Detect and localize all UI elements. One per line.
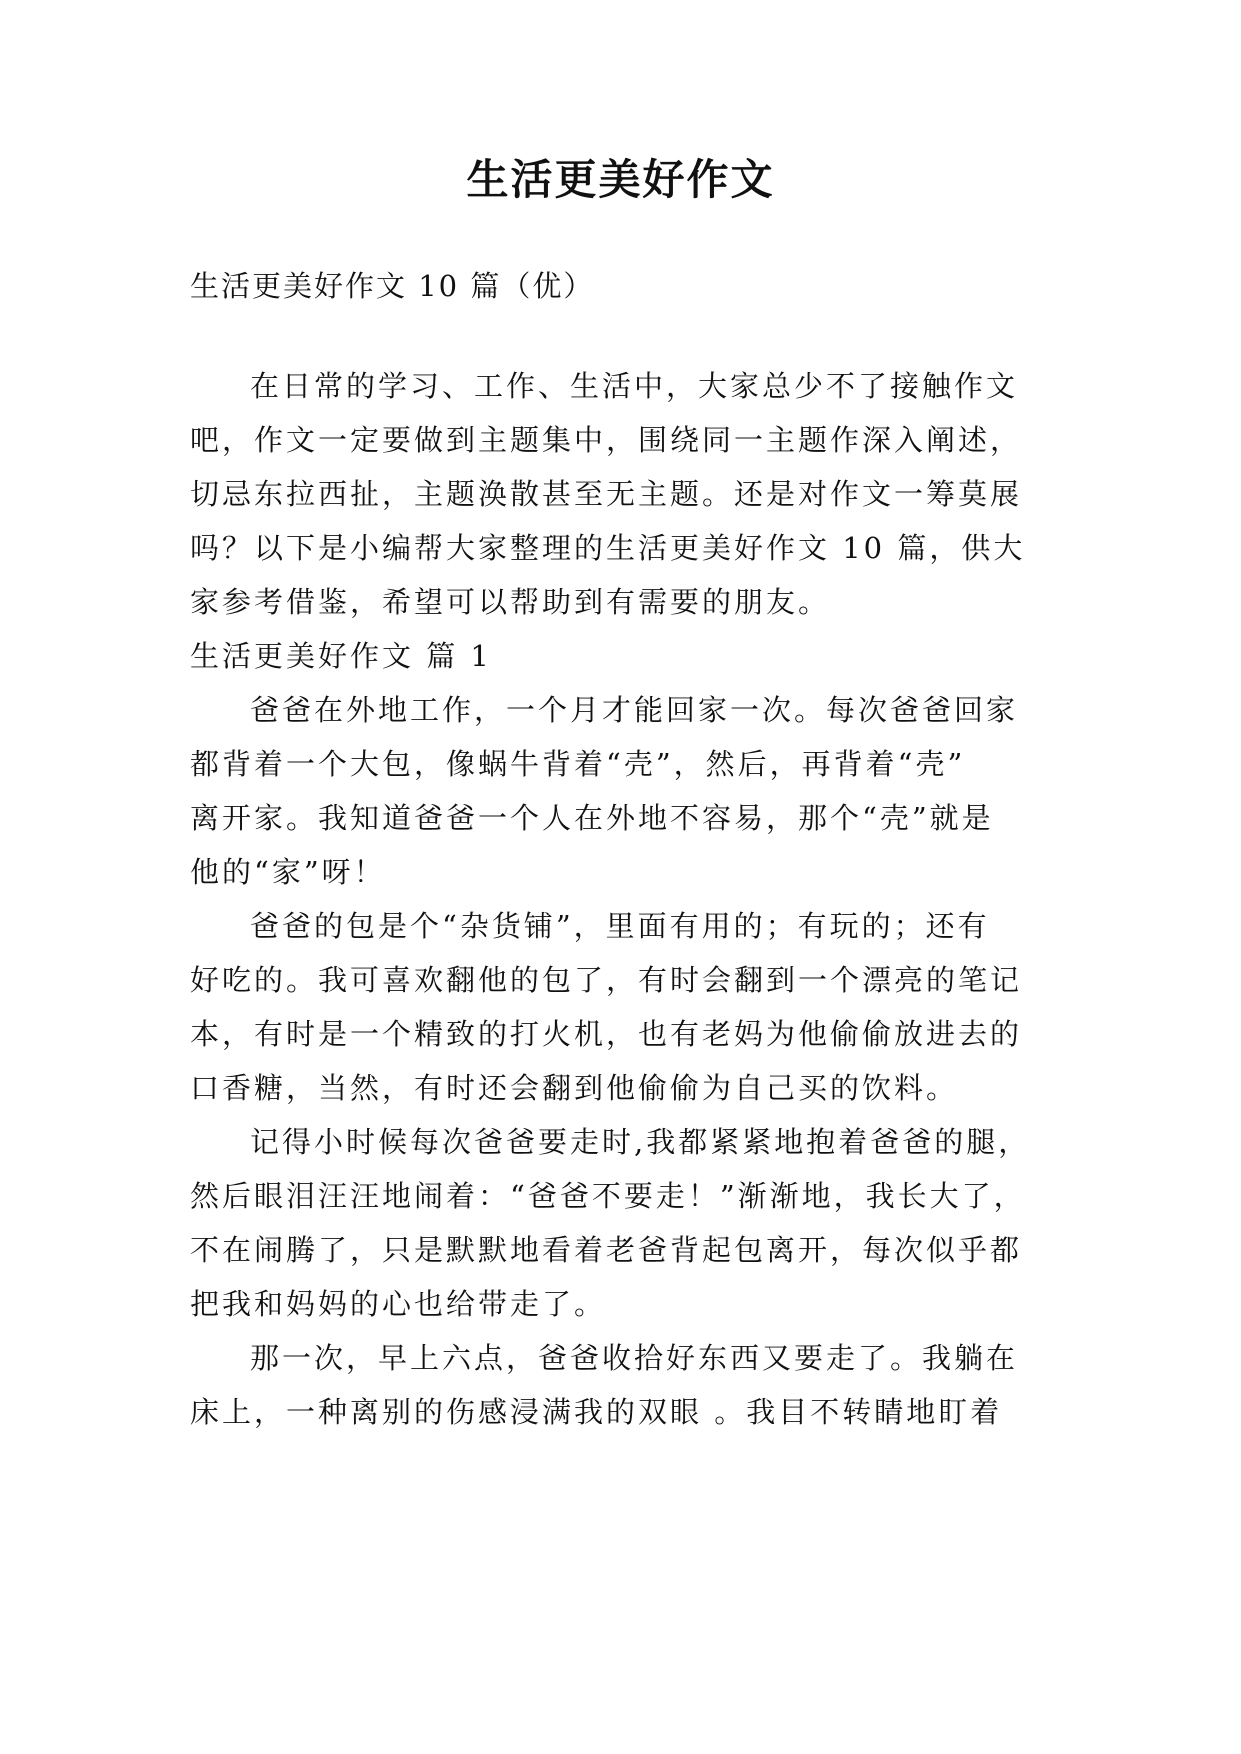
paragraph-line: 把我和妈妈的心也给带走了。: [190, 1287, 607, 1321]
intro-line: 吗？以下是小编帮大家整理的生活更美好作文 10 篇，供大: [190, 531, 1026, 565]
section-heading: 生活更美好作文 篇 1: [190, 639, 492, 673]
paragraph-line: 记得小时候每次爸爸要走时,我都紧紧地抱着爸爸的腿，: [250, 1125, 1031, 1159]
paragraph-line: 爸爸的包是个“杂货铺”，里面有用的；有玩的；还有: [250, 909, 990, 943]
document-subtitle: 生活更美好作文 10 篇（优）: [190, 269, 595, 303]
paragraph-line: 然后眼泪汪汪地闹着：“爸爸不要走！”渐渐地，我长大了，: [190, 1179, 1026, 1213]
intro-line: 在日常的学习、工作、生活中，大家总少不了接触作文: [250, 369, 1019, 403]
paragraph-line: 都背着一个大包，像蜗牛背着“壳”，然后，再背着“壳”: [190, 747, 966, 781]
intro-line: 吧，作文一定要做到主题集中，围绕同一主题作深入阐述，: [190, 423, 1023, 457]
paragraph-line: 床上，一种离别的伤感浸满我的双眼 。我目不转睛地盯着: [190, 1395, 1003, 1429]
paragraph-line: 不在闹腾了，只是默默地看着老爸背起包离开，每次似乎都: [190, 1233, 1023, 1267]
paragraph-line: 爸爸在外地工作，一个月才能回家一次。每次爸爸回家: [250, 693, 1019, 727]
paragraph-line: 他的“家”呀！: [190, 855, 386, 889]
paragraph-line: 口香糖，当然，有时还会翻到他偷偷为自己买的饮料。: [190, 1071, 959, 1105]
paragraph-line: 离开家。我知道爸爸一个人在外地不容易，那个“壳”就是: [190, 801, 994, 835]
intro-line: 切忌东拉西扯，主题涣散甚至无主题。还是对作文一筹莫展: [190, 477, 1023, 511]
paragraph-line: 那一次，早上六点，爸爸收拾好东西又要走了。我躺在: [250, 1341, 1019, 1375]
document-title: 生活更美好作文: [466, 155, 775, 204]
paragraph-line: 本，有时是一个精致的打火机，也有老妈为他偷偷放进去的: [190, 1017, 1023, 1051]
paragraph-line: 好吃的。我可喜欢翻他的包了，有时会翻到一个漂亮的笔记: [190, 963, 1023, 997]
intro-line: 家参考借鉴，希望可以帮助到有需要的朋友。: [190, 585, 831, 619]
